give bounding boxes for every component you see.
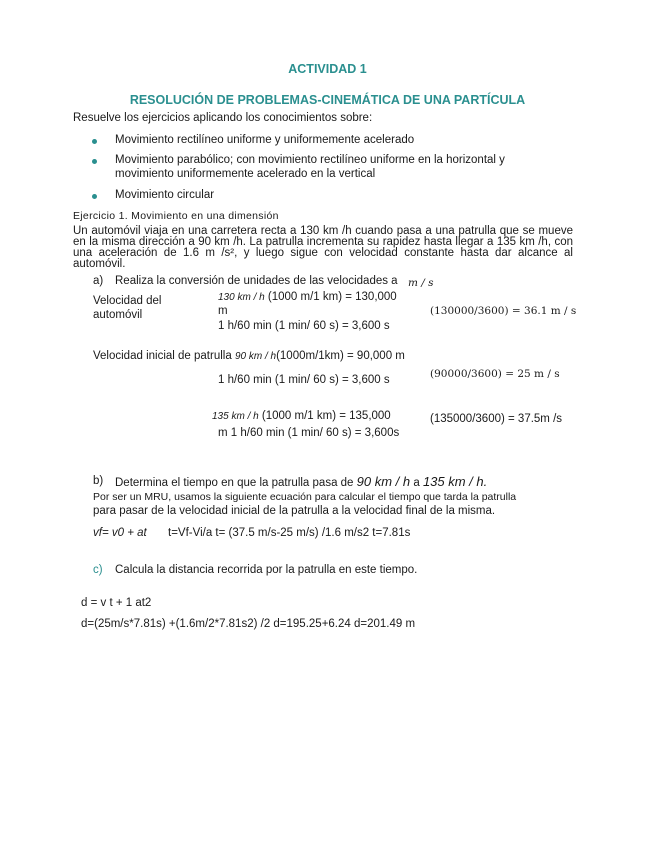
final-conversion-line1: 135 km / h (1000 m/1 km) = 135,000 bbox=[212, 410, 391, 422]
part-b-formula: vf= v0 + at bbox=[93, 527, 147, 539]
activity-title: ACTIVIDAD 1 bbox=[288, 62, 367, 76]
part-a-unit: m / s bbox=[408, 277, 434, 289]
exercise-statement: Un automóvil viaja en una carretera recta a 130 km /h cuando pasa a una patrulla que se mueve en la misma dirección a 90 km /h. La patrulla incrementa su rapidez hasta llegar a 135 km /h, con una aceleración de 1.6 m /s², y luego sigue con velocidad constante hasta dar alcance al automóvil. bbox=[73, 225, 573, 270]
part-c-equation-2: d=(25m/s*7.81s) +(1.6m/2*7.81s2) /2 d=195.25+6.24 d=201.49 m bbox=[81, 618, 416, 630]
auto-result: (130000/3600) = 36.1 m / s bbox=[430, 305, 577, 317]
part-c-text: Calcula la distancia recorrida por la patrulla en este tiempo. bbox=[115, 564, 418, 576]
part-b-text: Determina el tiempo en que la patrulla pasa de 90 km / h a 135 km / h. bbox=[115, 474, 488, 489]
part-b-explanation-2: para pasar de la velocidad inicial de la patrulla a la velocidad final de la misma. bbox=[93, 505, 496, 517]
label-auto-2: automóvil bbox=[93, 309, 143, 321]
part-b-letter: b) bbox=[93, 475, 104, 487]
auto-conversion-line1: 130 km / h (1000 m/1 km) = 130,000 bbox=[218, 291, 397, 303]
part-b-explanation-1: Por ser un MRU, usamos la siguiente ecuación para calcular el tiempo que tarda la patrulla bbox=[93, 491, 517, 503]
part-a-letter: a) bbox=[93, 275, 104, 287]
bullet-item: Movimiento rectilíneo uniforme y uniformemente acelerado bbox=[115, 134, 415, 146]
exercise-heading: Ejercicio 1. Movimiento en una dimensión bbox=[73, 210, 279, 222]
main-title: RESOLUCIÓN DE PROBLEMAS-CINEMÁTICA DE UNA PARTÍCULA bbox=[129, 93, 526, 107]
part-c-letter: c) bbox=[93, 564, 103, 576]
bullet-dot bbox=[92, 139, 97, 144]
bullet-dot bbox=[92, 159, 97, 164]
label-patrol: Velocidad inicial de patrulla 90 km / h(1000m/1km) = 90,000 m bbox=[93, 350, 405, 362]
final-conversion-line2: m 1 h/60 min (1 min/ 60 s) = 3,600s bbox=[218, 427, 400, 439]
auto-conversion-line3: 1 h/60 min (1 min/ 60 s) = 3,600 s bbox=[218, 320, 390, 332]
bullet-item: Movimiento circular bbox=[115, 189, 215, 201]
intro-text: Resuelve los ejercicios aplicando los conocimientos sobre: bbox=[73, 112, 373, 124]
patrol-result: (90000/3600) = 25 m / s bbox=[430, 368, 560, 380]
final-result: (135000/3600) = 37.5m /s bbox=[430, 413, 563, 425]
auto-conversion-line2: m bbox=[218, 305, 228, 317]
bullet-item-continued: movimiento uniformemente acelerado en la vertical bbox=[115, 168, 376, 180]
label-auto-1: Velocidad del bbox=[93, 295, 162, 307]
part-b-solution: t=Vf-Vi/a t= (37.5 m/s-25 m/s) /1.6 m/s2 t=7.81s bbox=[168, 527, 411, 539]
bullet-item: Movimiento parabólico; con movimiento rectilíneo uniforme en la horizontal y bbox=[115, 154, 505, 166]
patrol-conversion-line2: 1 h/60 min (1 min/ 60 s) = 3,600 s bbox=[218, 374, 390, 386]
bullet-dot bbox=[92, 194, 97, 199]
part-c-equation-1: d = v t + 1 at2 bbox=[81, 597, 152, 609]
part-a-text: Realiza la conversión de unidades de las velocidades a bbox=[115, 275, 398, 287]
